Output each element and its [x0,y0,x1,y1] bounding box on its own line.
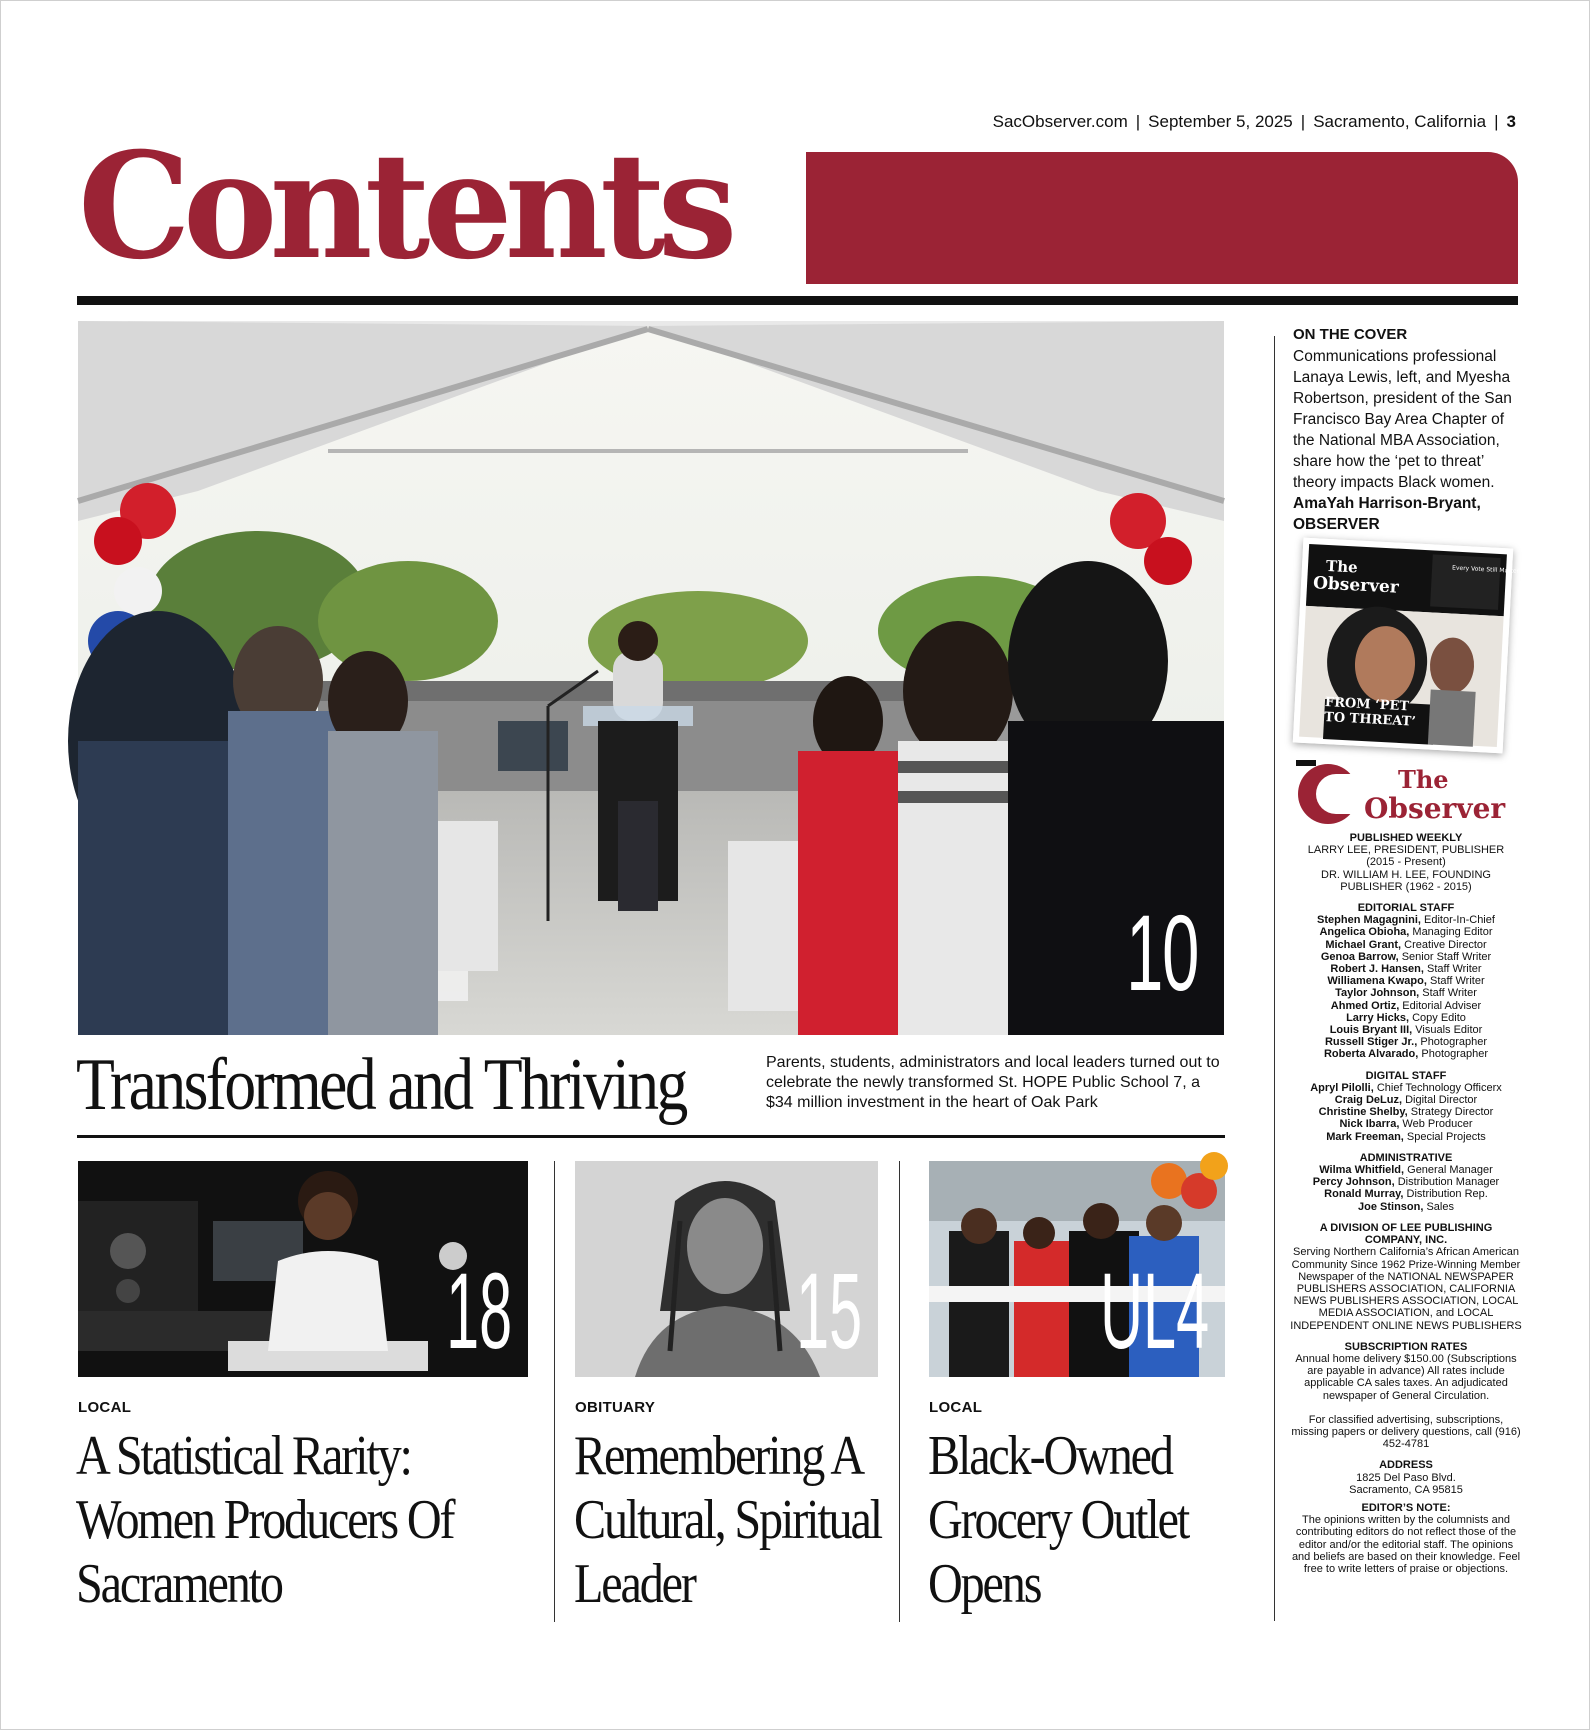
location: Sacramento, California [1313,112,1487,131]
cover-thumbnail-illustration [1293,538,1523,754]
subscription-text: Annual home delivery $150.00 (Subscriptions are payable in advance) All rates include applicable CA sales taxes. An adjudicated newspaper of General Circulation. [1295,1352,1517,1402]
hero-photo-illustration [78,321,1224,1035]
staff-box [1290,832,1522,1575]
story-2-headline-line: Leader [574,1553,695,1615]
story-3-photo[interactable] [929,1161,1225,1377]
staff-entry [1290,987,1522,999]
staff-role: Sales [1423,1200,1454,1213]
staff-role: Editor-In-Chief [1420,914,1495,927]
staff-entry [1290,1000,1522,1012]
staff-role: General Manager [1404,1164,1493,1177]
story-3-kicker: LOCAL [929,1399,983,1416]
staff-role: Senior Staff Writer [1398,950,1492,963]
story-2-headline-line: Remembering A [574,1425,864,1487]
thumb-logo-observer: Observer [1312,573,1400,598]
staff-name: Percy Johnson, [1312,1176,1395,1189]
staff-name: Taylor Johnson, [1335,987,1420,1000]
published-heading: PUBLISHED WEEKLY [1349,832,1463,844]
staff-entry [1290,1176,1522,1188]
staff-role: Chief Technology Officerx [1373,1081,1502,1094]
division-heading: A DIVISION OF LEE PUBLISHING COMPANY, INC. [1319,1221,1493,1247]
cover-caption: Communications professional Lanaya Lewis, left, and Myesha Robertson, president of the San Francisco Bay Area Chapter of the National MBA Association, share how the ‘pet to threat’ theory impacts Black women. [1293,348,1512,491]
story-2-photo[interactable] [575,1161,878,1377]
staff-name: Louis Bryant III, [1329,1024,1413,1037]
staff-role: Strategy Director [1407,1106,1494,1119]
staff-entry [1290,914,1522,926]
masthead: SacObserver.com | September 5, 2025 | Sacramento, California | 3 [992,112,1516,131]
staff-entry [1290,939,1522,951]
staff-name: Michael Grant, [1325,938,1402,951]
title-rule [77,296,1518,305]
staff-entry [1290,1036,1522,1048]
staff-entry [1290,1048,1522,1060]
staff-name: Genoa Barrow, [1320,950,1399,963]
story-3-headline-line: Black-Owned [928,1425,1172,1487]
staff-entry [1290,1012,1522,1024]
staff-name: Angelica Obioha, [1319,926,1410,939]
page-number: 3 [1506,112,1516,131]
hero-photo[interactable] [78,321,1224,1035]
staff-entry [1290,963,1522,975]
address-heading: ADDRESS [1379,1459,1433,1472]
publisher-line: LARRY LEE, PRESIDENT, PUBLISHER [1307,844,1505,857]
cover-label: ON THE COVER [1293,326,1408,343]
staff-name: Apryl Pilolli, [1310,1081,1374,1094]
sidebar-divider [1274,336,1275,1621]
staff-entry [1290,1094,1522,1106]
staff-role: Photographer [1417,1036,1488,1049]
staff-name: Ronald Murray, [1324,1188,1404,1201]
staff-name: Stephen Magagnini, [1317,914,1421,927]
story-3-page-number: UL4 [1100,1250,1209,1371]
staff-name: Roberta Alvarado, [1323,1048,1419,1061]
staff-role: Creative Director [1401,938,1487,951]
title-banner [806,152,1518,284]
staff-name: Nick Ibarra, [1339,1118,1400,1131]
story-1-page-number: 18 [445,1250,512,1371]
staff-name: Williamena Kwapo, [1327,975,1427,988]
staff-entry [1290,1082,1522,1094]
staff-role: Distribution Manager [1394,1176,1500,1189]
section-title: Contents [78,121,730,292]
logo-the: The [1398,765,1449,794]
editors-note-heading: EDITOR’S NOTE: [1361,1501,1451,1514]
staff-role: Special Projects [1403,1130,1486,1143]
thumb-logo-the: The [1325,556,1359,577]
story-2-kicker: OBITUARY [575,1399,656,1416]
staff-name: Ahmed Ortiz, [1330,999,1400,1012]
staff-name: Wilma Whitfield, [1319,1164,1405,1177]
staff-role: Copy Edito [1409,1011,1466,1024]
address-line: Sacramento, CA 95815 [1349,1483,1463,1496]
site-name[interactable]: SacObserver.com [992,112,1128,131]
story-1-headline-line: Women Producers Of [76,1489,454,1551]
column-divider [554,1161,555,1622]
staff-name: Robert J. Hansen, [1330,963,1424,976]
staff-role: Editorial Adviser [1399,999,1482,1012]
admin-heading: ADMINISTRATIVE [1359,1151,1453,1164]
editors-note-text: The opinions written by the columnists and contributing editors do not reflect those of the editor and/or the editorial staff. The opinions and beliefs are based on their knowledge. Feel free to write letters of praise or objections. [1291,1514,1521,1575]
logo-observer: Observer [1364,792,1506,825]
staff-entry [1290,1106,1522,1118]
story-1-headline[interactable] [76,1424,453,1616]
staff-name: Russell Stiger Jr., [1324,1036,1418,1049]
staff-entry [1290,975,1522,987]
staff-role: Managing Editor [1409,926,1493,939]
story-3-headline-line: Opens [928,1553,1041,1615]
address-line: 1825 Del Paso Blvd. [1356,1471,1456,1484]
staff-role: Staff Writer [1426,975,1485,988]
publisher-line: DR. WILLIAM H. LEE, FOUNDING [1321,868,1491,881]
thumb-headline-line1: FROM ‘PET [1324,695,1410,715]
story-1-headline-line: A Statistical Rarity: [76,1425,411,1487]
staff-role: Photographer [1418,1048,1489,1061]
story-3-headline[interactable] [928,1424,1188,1616]
publisher-line: (2015 - Present) [1366,856,1446,869]
cover-credit: AmaYah Harrison-Bryant, OBSERVER [1293,495,1481,533]
publisher-line: PUBLISHER (1962 - 2015) [1340,880,1472,893]
classified-text: For classified advertising, subscriptions, missing papers or delivery questions, call (916) 452-4781 [1291,1413,1521,1451]
story-2-headline[interactable] [574,1424,881,1616]
staff-role: Staff Writer [1419,987,1477,1000]
staff-entry [1290,951,1522,963]
staff-entry [1290,1201,1522,1213]
staff-role: Distribution Rep. [1403,1188,1488,1201]
column-divider [899,1161,900,1622]
story-1-kicker: LOCAL [78,1399,132,1416]
staff-role: Web Producer [1399,1118,1473,1131]
subscription-heading: SUBSCRIPTION RATES [1344,1340,1468,1353]
editorial-heading: EDITORIAL STAFF [1357,902,1455,915]
staff-entry [1290,1188,1522,1200]
thumb-headline-line2: TO THREAT’ [1323,709,1417,730]
staff-entry [1290,1118,1522,1130]
hero-headline[interactable]: Transformed and Thriving [76,1044,686,1126]
story-2-page-number: 15 [795,1250,862,1371]
staff-name: Larry Hicks, [1346,1011,1410,1024]
story-2-headline-line: Cultural, Spiritual [574,1489,881,1551]
digital-heading: DIGITAL STAFF [1365,1069,1447,1082]
hero-rule [77,1135,1225,1138]
staff-entry [1290,926,1522,938]
story-1-headline-line: Sacramento [76,1553,282,1615]
staff-entry [1290,1131,1522,1143]
issue-date: September 5, 2025 [1148,112,1293,131]
division-text: Serving Northern California’s African American Community Since 1962 Prize-Winning Member Newspaper of the NATIONAL NEWSPAPER PUBLISHERS ASSOCIATION, CALIFORNIA NEWS PUBLISHERS ASSOCIATION, LOCAL MEDIA ASSOCIATION, and LOCAL INDEPENDENT ONLINE NEWS PUBLISHERS [1290,1246,1522,1332]
observer-logo [1294,758,1518,826]
hero-dek: Parents, students, administrators and local leaders turned out to celebrate the newly transformed St. HOPE Public School 7, a $34 million investment in the heart of Oak Park [766,1054,1220,1111]
staff-entry [1290,1164,1522,1176]
hero-page-number: 10 [1125,892,1198,1013]
story-3-headline-line: Grocery Outlet [928,1489,1189,1551]
staff-entry [1290,1024,1522,1036]
staff-role: Staff Writer [1423,963,1482,976]
staff-name: Christine Shelby, [1318,1106,1408,1119]
staff-name: Mark Freeman, [1326,1130,1404,1143]
staff-name: Joe Stinson, [1358,1200,1424,1213]
staff-role: Digital Director [1402,1094,1478,1107]
staff-role: Visuals Editor [1412,1024,1483,1037]
cover-thumbnail[interactable] [1293,538,1523,754]
staff-name: Craig DeLuz, [1334,1094,1403,1107]
story-1-photo[interactable] [78,1161,528,1377]
thumb-tagline: Every Vote Still Matters [1451,564,1523,576]
